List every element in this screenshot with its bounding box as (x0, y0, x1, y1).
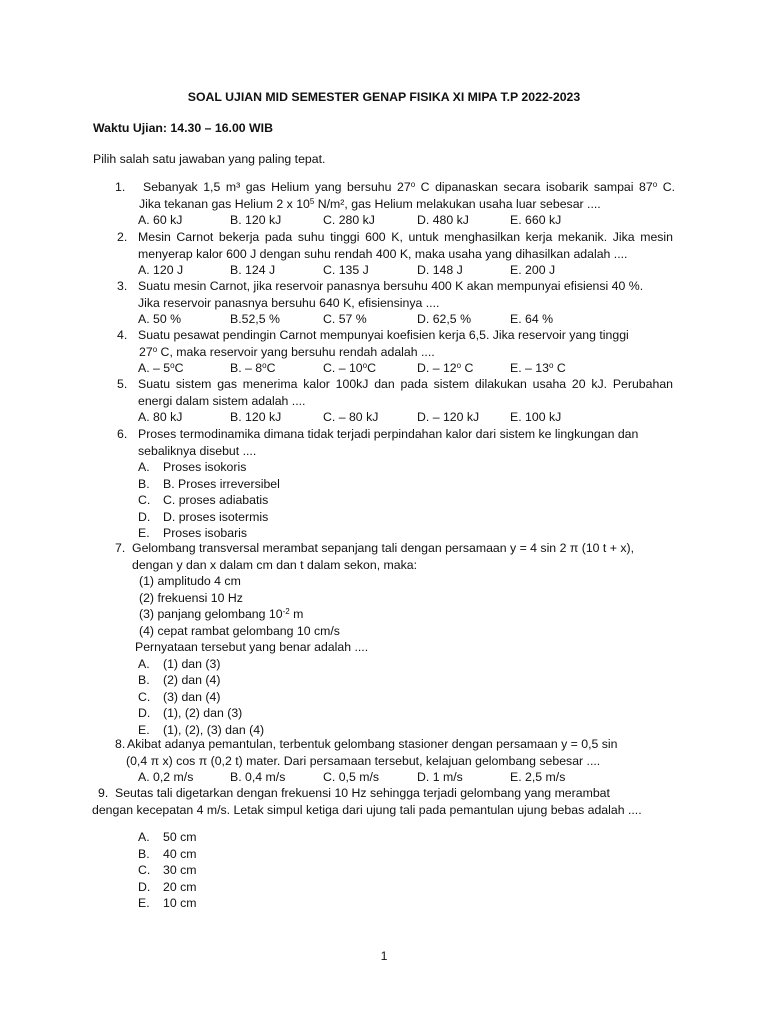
question-text: dengan kecepatan 4 m/s. Letak simpul ketiga dari ujung tali pada pemantulan ujung bebas adalah .... (92, 802, 642, 817)
option-letter: A. (138, 460, 150, 474)
option-letter: B. (138, 846, 150, 861)
option-b[interactable]: B. 120 kJ (230, 410, 282, 424)
answer-options (0, 212, 768, 229)
option-a[interactable]: A. 80 kJ (138, 410, 183, 424)
option-d[interactable]: D. 148 J (417, 263, 463, 277)
option-b[interactable]: B. – 8$^o$C (230, 361, 276, 375)
question-number: 3. (117, 279, 128, 293)
option-a[interactable]: A. – 5$^o$C (138, 361, 184, 375)
option-text: (1) dan (3) (163, 656, 221, 671)
option-c[interactable]: C. 280 kJ (323, 213, 375, 227)
option-a[interactable]: A. 60 kJ (138, 213, 183, 227)
question-4 (0, 327, 768, 377)
option-letter: C. (138, 863, 151, 877)
question-text: Mesin Carnot bekerja pada suhu tinggi 600 K, untuk menghasilkan kerja mekanik. Jika mesin (138, 230, 673, 244)
question-text: dengan y dan x dalam cm dan t dalam sekon, maka: (132, 557, 418, 572)
option-text: 20 cm (163, 879, 197, 894)
option-d[interactable] (0, 879, 768, 896)
exam-instruction: Pilih salah satu jawaban yang paling tepat. (93, 152, 326, 166)
question-number: 4. (117, 328, 128, 342)
answer-options (0, 409, 768, 426)
option-c[interactable]: C. 57 % (323, 312, 367, 326)
option-a[interactable]: A. 120 J (138, 263, 184, 277)
option-b[interactable]: B. 0,4 m/s (230, 770, 286, 784)
option-text: Proses isokoris (163, 460, 247, 474)
statement-4: (4) cepat rambat gelombang 10 cm/s (139, 623, 340, 638)
question-number: 5. (117, 377, 128, 391)
question-text: 27$^o$ C, maka reservoir yang bersuhu rendah adalah .... (139, 344, 435, 359)
option-letter: B. (138, 476, 150, 491)
option-text: C. proses adiabatis (163, 493, 269, 507)
exam-title: SOAL UJIAN MID SEMESTER GENAP FISIKA XI MIPA T.P 2022-2023 (187, 90, 581, 104)
question-text: Suatu sistem gas menerima kalor 100kJ dan pada sistem dilakukan usaha 20 kJ. Perubahan (138, 377, 673, 391)
option-d[interactable] (0, 705, 768, 722)
option-e[interactable]: E. 660 kJ (510, 213, 562, 227)
question-text: menyerap kalor 600 J dengan suhu rendah 400 K, maka usaha yang dihasilkan adalah .... (138, 246, 628, 261)
option-d[interactable]: D. 480 kJ (417, 213, 469, 227)
option-d[interactable]: D. 62,5 % (417, 312, 471, 326)
option-e[interactable]: E. 2,5 m/s (510, 770, 566, 784)
option-e[interactable]: E. 200 J (510, 263, 556, 277)
question-number: 9. (98, 786, 109, 800)
option-c[interactable]: C. 135 J (323, 263, 369, 277)
option-text: (2) dan (4) (163, 673, 221, 687)
statement-2: (2) frekuensi 10 Hz (139, 590, 243, 605)
option-c[interactable] (0, 492, 768, 509)
exam-time: Waktu Ujian: 14.30 – 16.00 WIB (93, 121, 273, 135)
option-b[interactable]: B.52,5 % (230, 312, 280, 326)
question-number: 6. (117, 427, 128, 441)
option-b[interactable] (0, 672, 768, 689)
option-text: D. proses isotermis (163, 509, 269, 524)
option-b[interactable] (0, 846, 768, 863)
option-text: 30 cm (163, 863, 197, 877)
option-letter: C. (138, 689, 151, 704)
question-number: 8. (115, 737, 126, 751)
answer-options (0, 769, 768, 786)
option-d[interactable]: D. 1 m/s (417, 770, 463, 784)
question-text: Akibat adanya pemantulan, terbentuk gelombang stasioner dengan persamaan y = 0,5 sin (127, 737, 618, 751)
option-letter: E. (138, 526, 150, 540)
question-3 (0, 278, 768, 328)
option-a[interactable] (0, 829, 768, 846)
option-text: 40 cm (163, 846, 197, 861)
option-text: B. Proses irreversibel (163, 476, 280, 491)
option-text: (1), (2), (3) dan (4) (163, 722, 265, 737)
option-d[interactable] (0, 509, 768, 526)
option-c[interactable] (0, 689, 768, 706)
option-letter: E. (138, 722, 150, 737)
question-text: Suatu mesin Carnot, jika reservoir panasnya bersuhu 400 K akan mempunyai efisiensi 40 %. (138, 279, 644, 293)
option-d[interactable]: D. – 120 kJ (417, 410, 480, 424)
answer-options (0, 262, 768, 279)
question-2 (0, 229, 768, 279)
question-text: Jika tekanan gas Helium 2 x $10^5$ N/m², gas Helium melakukan usaha luar sebesar .... (139, 196, 601, 211)
statement-3: (3) panjang gelombang $10^{-2}$ m (139, 607, 304, 621)
question-9 (0, 785, 768, 818)
option-letter: D. (138, 879, 151, 894)
option-c[interactable]: C. – 80 kJ (323, 410, 379, 424)
option-c[interactable]: C. 0,5 m/s (323, 770, 380, 784)
option-b[interactable] (0, 476, 768, 493)
question-7 (0, 540, 768, 738)
option-text: (1), (2) dan (3) (163, 706, 243, 720)
option-a[interactable]: A. 0,2 m/s (138, 770, 194, 784)
option-letter: B. (138, 673, 150, 687)
question-text: Sebanyak 1,5 m³ gas Helium yang bersuhu 27$^o$ C dipanaskan secara isobarik sampai 87$^o$ C. (143, 180, 675, 194)
question-6 (0, 426, 768, 542)
option-b[interactable]: B. 124 J (230, 263, 276, 277)
question-prompt: Pernyataan tersebut yang benar adalah .... (135, 640, 369, 654)
question-9-options (0, 829, 768, 912)
option-c[interactable]: C. – 10$^o$C (323, 361, 376, 375)
option-e[interactable]: E. 100 kJ (510, 410, 562, 424)
option-a[interactable] (0, 656, 768, 673)
question-number: 2. (117, 230, 128, 244)
question-5 (0, 376, 768, 426)
question-text: sebaliknya disebut .... (138, 443, 257, 458)
answer-options (0, 360, 768, 377)
option-b[interactable]: B. 120 kJ (230, 213, 282, 227)
question-8 (0, 736, 768, 786)
question-text: (0,4 π x) cos π (0,2 t) mater. Dari persamaan tersebut, kelajuan gelombang sebesar .... (126, 753, 601, 768)
option-letter: E. (138, 896, 150, 910)
option-letter: C. (138, 493, 151, 507)
page-number: 1 (380, 949, 388, 963)
question-text: Seutas tali digetarkan dengan frekuensi 10 Hz sehingga terjadi gelombang yang merambat (115, 786, 610, 800)
question-1 (0, 179, 768, 229)
option-text: 50 cm (163, 830, 197, 844)
answer-options (0, 311, 768, 328)
option-d[interactable]: D. – 12$^o$ C (417, 361, 474, 375)
question-text: Gelombang transversal merambat sepanjang tali dengan persamaan y = 4 sin 2 π (10 t + x), (132, 541, 634, 555)
question-text: energi dalam sistem adalah .... (138, 393, 306, 408)
option-letter: A. (138, 830, 150, 844)
option-e[interactable] (0, 895, 768, 912)
option-text: 10 cm (163, 896, 197, 910)
option-text: Proses isobaris (163, 526, 248, 540)
statement-1: (1) amplitudo 4 cm (139, 574, 241, 588)
option-c[interactable] (0, 862, 768, 879)
question-number: 7. (115, 541, 126, 555)
option-letter: D. (138, 509, 151, 524)
option-text: (3) dan (4) (163, 689, 221, 704)
option-letter: A. (138, 656, 150, 671)
option-letter: D. (138, 706, 151, 720)
option-a[interactable] (0, 459, 768, 476)
option-e[interactable]: E. 64 % (510, 312, 554, 326)
question-text: Jika reservoir panasnya bersuhu 640 K, efisiensinya .... (138, 295, 440, 310)
question-text: Suatu pesawat pendingin Carnot mempunyai koefisien kerja 6,5. Jika reservoir yang tinggi (138, 328, 629, 342)
question-number: 1. (115, 180, 126, 194)
question-text: Proses termodinamika dimana tidak terjadi perpindahan kalor dari sistem ke lingkungan dan (138, 427, 639, 441)
option-e[interactable]: E. – 13$^o$ C (510, 361, 566, 375)
option-a[interactable]: A. 50 % (138, 312, 182, 326)
